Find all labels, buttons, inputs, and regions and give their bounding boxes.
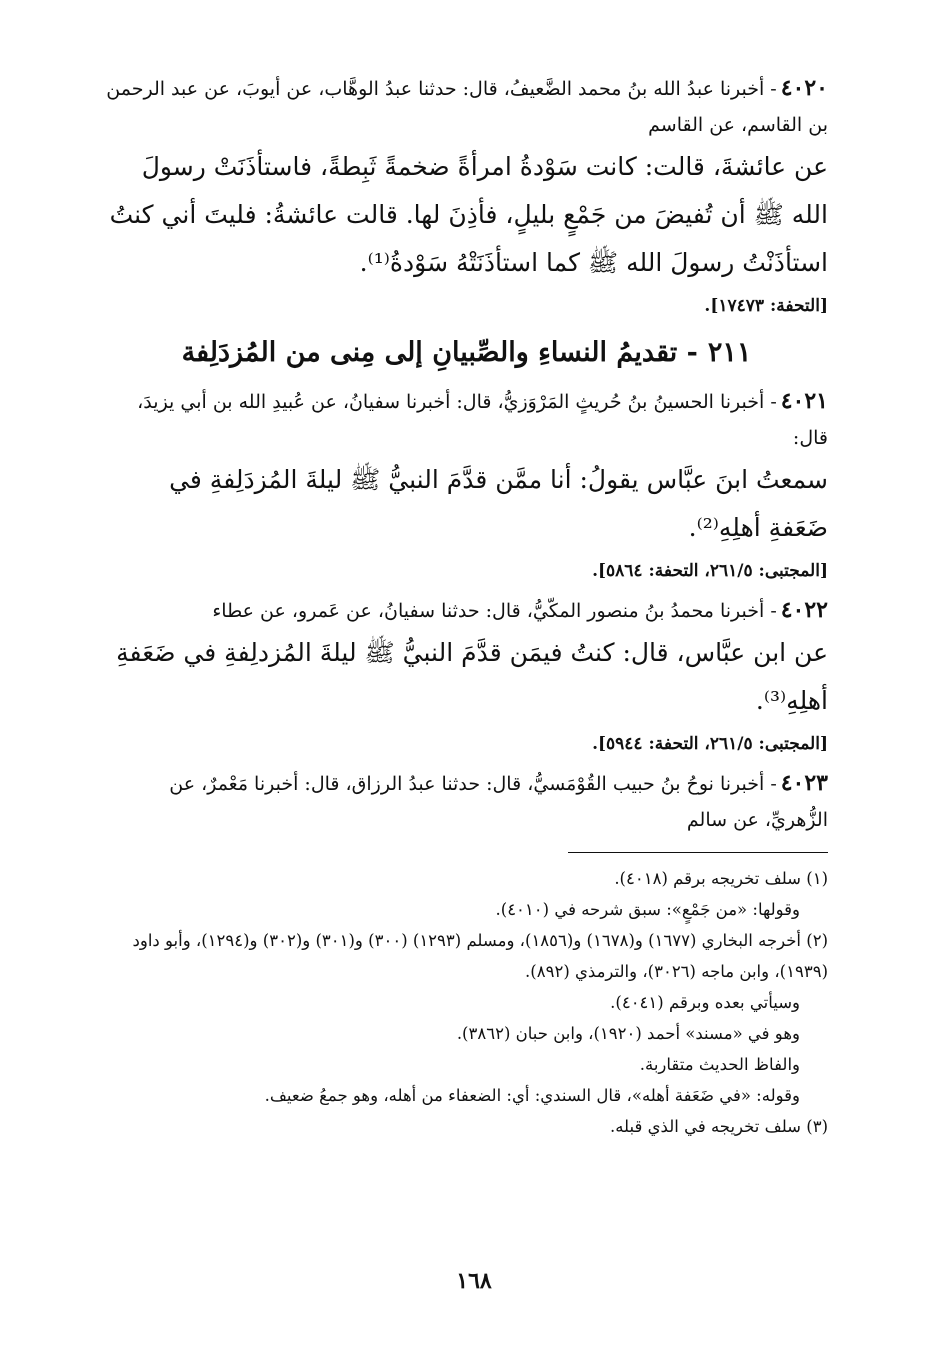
page-number: ١٦٨ <box>456 1268 492 1294</box>
hadith-number: ٤٠٢٣ <box>780 770 828 796</box>
hadith-number: ٤٠٢٠ <box>780 75 828 101</box>
chapter-heading <box>105 327 828 379</box>
hadith-entry <box>105 70 828 321</box>
hadith-entry <box>105 383 828 586</box>
hadith-matn: سمعتُ ابنَ عبَّاس يقولُ: أنا ممَّن قدَّمَ النبيُّ ﷺ ليلةَ المُزدَلِفةِ في ضَعَفةِ أهلِهِ⁽²⁾. <box>169 465 828 542</box>
hadith-entry <box>105 765 828 838</box>
footnote: وقوله: «في ضَعَفة أهله»، قال السندي: أي: الضعفاء من أهله، وهو جمعُ ضعيف. <box>264 1086 800 1105</box>
hadith-number: ٤٠٢١ <box>780 388 828 414</box>
footnote: وسيأتي بعده وبرقم (٤٠٤١). <box>610 993 800 1012</box>
hadith-reference: [التحفة: ١٧٤٧٣]. <box>704 296 828 316</box>
hadith-number: ٤٠٢٢ <box>780 597 828 623</box>
footnotes <box>105 863 828 1142</box>
page-body <box>105 70 828 1320</box>
footnote: والفاظ الحديث متقاربة. <box>639 1055 800 1074</box>
hadith-isnad: ٤٠٢٢- أخبرنا محمدُ بنُ منصور المكّيُّ، قال: حدثنا سفيانُ، عن عَمرو، عن عطاء <box>212 597 828 623</box>
hadith-matn: عن ابن عبَّاس، قال: كنتُ فيمَن قدَّمَ النبيُّ ﷺ ليلةَ المُزدلِفةِ في ضَعَفةِ أهلِهِ⁽³⁾. <box>116 638 828 715</box>
footnote: (٢) أخرجه البخاري (١٦٧٧) و(١٦٧٨) و(١٨٥٦)، ومسلم (١٢٩٣) (٣٠٠) و(٣٠١) و(٣٠٢) و(١٢٩٤)، وأبو داود (١٩٣٩)، وابن ماجه (٣٠٢٦)، والترمذي (٨٩٢). <box>132 931 828 981</box>
chapter-number: ٢١١ <box>707 337 752 368</box>
hadith-entry <box>105 592 828 759</box>
hadith-isnad: ٤٠٢٣- أخبرنا نوحُ بنُ حبيب القُوْمَسيُّ، قال: حدثنا عبدُ الرزاق، قال: أخبرنا مَعْمرٌ، عن الزُّهريِّ، عن سالم <box>169 770 828 831</box>
footnote: وهو في «مسند» أحمد (١٩٢٠)، وابن حبان (٣٨٦٢). <box>456 1024 800 1043</box>
hadith-isnad: ٤٠٢٠- أخبرنا عبدُ الله بنُ محمد الضَّعيفُ، قال: حدثنا عبدُ الوهَّاب، عن أيوبَ، عن عبد الرحمن بن القاسم، عن القاسم <box>106 75 828 136</box>
hadith-matn: عن عائشةَ، قالت: كانت سَوْدةُ امرأةً ضخمةً ثَبِطةً، فاستأذَنَتْ رسولَ الله ﷺ أن تُفيضَ من جَمْعٍ بليلٍ، فأذِنَ لها. قالت عائشةُ: فليتَ أني كنتُ استأذَنْتُ رسولَ الله ﷺ كما استأذَنَتْهُ سَوْدةُ⁽¹⁾. <box>109 152 828 277</box>
footnote: (١) سلف تخريجه برقم (٤٠١٨). <box>614 869 828 888</box>
footnote: (٣) سلف تخريجه في الذي قبله. <box>609 1117 828 1136</box>
chapter-title: - تقديمُ النساءِ والصِّبيانِ إلى مِنى من المُزدَلِفة <box>181 337 698 368</box>
hadith-isnad: ٤٠٢١- أخبرنا الحسينُ بنُ حُريثٍ المَرْوَزيُّ، قال: أخبرنا سفيانُ، عن عُبيدِ الله بن أبي يزيدَ، قال: <box>137 388 828 449</box>
footnote: وقولها: «من جَمْعٍ»: سبق شرحه في (٤٠١٠). <box>495 900 800 919</box>
footnote-separator <box>568 852 828 853</box>
hadith-reference: [المجتبى: ٢٦١/٥، التحفة: ٥٩٤٤]. <box>592 734 828 754</box>
hadith-reference: [المجتبى: ٢٦١/٥، التحفة: ٥٨٦٤]. <box>592 561 828 581</box>
